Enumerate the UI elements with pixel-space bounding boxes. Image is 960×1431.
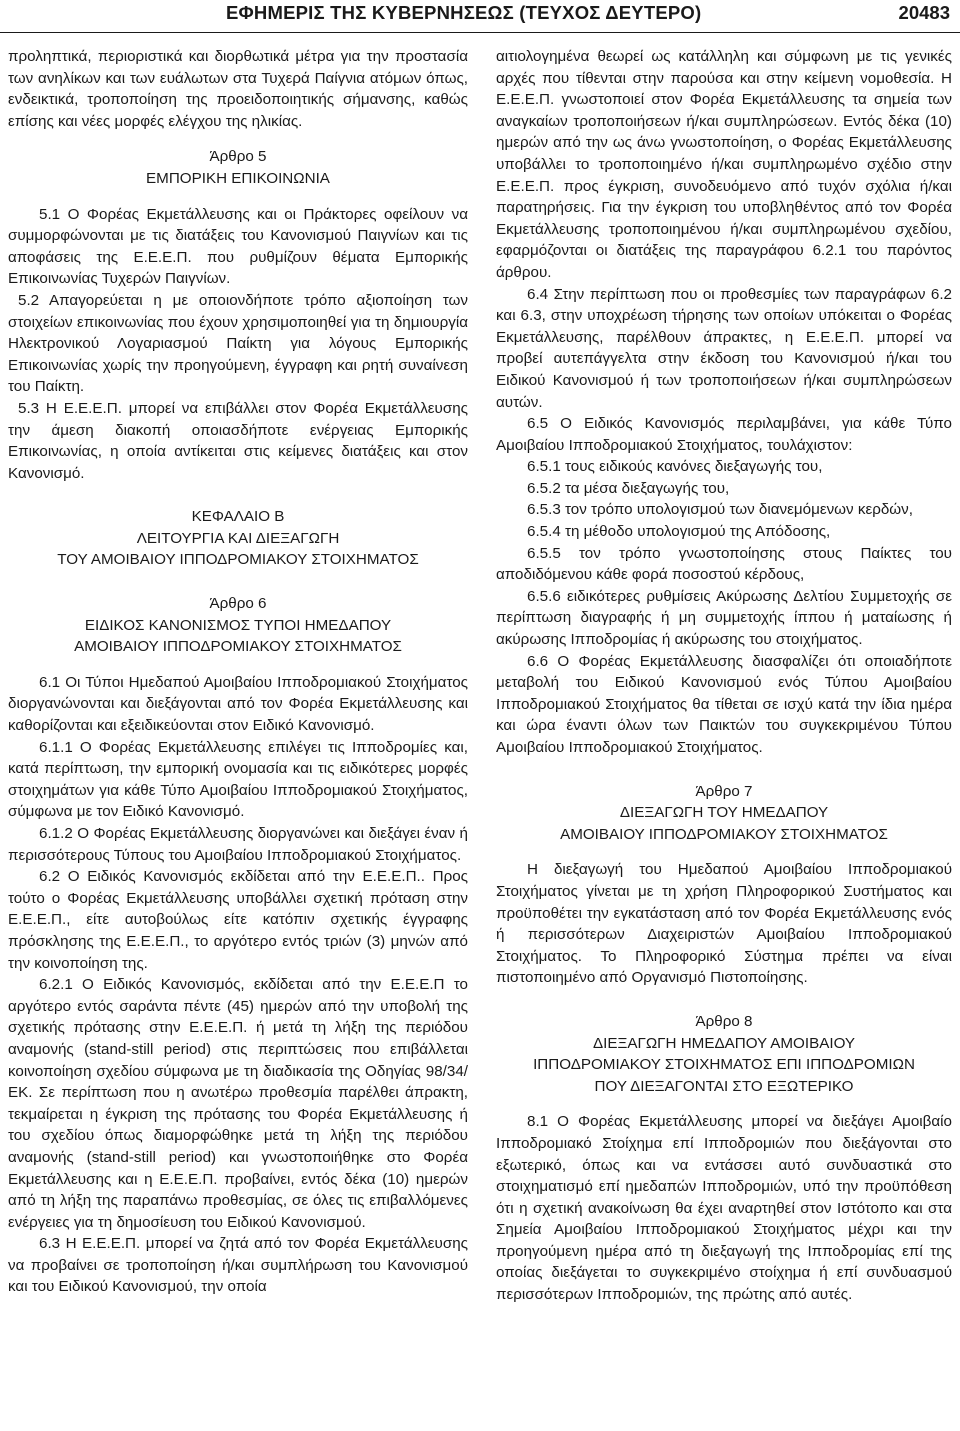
- chapter-title: ΚΕΦΑΛΑΙΟ Β: [191, 508, 285, 526]
- paragraph: 6.4 Στην περίπτωση που οι προθεσμίες των παραγράφων 6.2 και 6.3, στην υποχρέωση τήρησης των οποίων υπόκειται ο Φορέας Εκμετάλλευσης, παρέλθουν άπρακτες, η Ε.Ε.Ε.Π. μπορεί να προβεί αυτεπάγγελτα στην έκδοση του Κανονισμού ή/και του Ειδικού Κανονισμού ή των τροποποιήσεων ή/και συμπληρώσεων αυτών.: [496, 285, 952, 411]
- article-subtitle: ΑΜΟΙΒΑΙΟΥ ΙΠΠΟΔΡΟΜΙΑΚΟΥ ΣΤΟΙΧΗΜΑΤΟΣ: [74, 638, 402, 656]
- list-item: 6.5.4 τη μέθοδο υπολογισμού της Απόδοσης,: [527, 523, 831, 541]
- paragraph: αιτιολογημένα θεωρεί ως κατάλληλη και σύμφωνη με τις γενικές αρχές που τίθενται στην παρούσα και στην κείμενη νομοθεσία. Η Ε.Ε.Ε.Π. γνωστοποιεί στον Φορέα Εκμετάλλευσης τα σημεία των αναγκαίων τροποποιήσεων ή/και συμπληρώσεων. Εντός δέκα (10) ημερών από την ως άνω γνωστοποίηση, ο Φορέας Εκμετάλλευσης υποβάλλει το τροποποιημένο ή/και συμπληρωμένο σχέδιο στην Ε.Ε.Ε.Π. προς έγκριση, συνοδευόμενο από τυχόν σχόλια ή/και παρατηρήσεις. Για την έγκριση του υποβληθέντος από τον Φορέα Εκμετάλλευσης τροποποιημένου ή/και συμπληρωμένου σχεδίου, εφαρμόζονται οι διατάξεις της παραγράφου 6.2.1 του παρόντος άρθρου.: [496, 48, 952, 281]
- article-subtitle: ΠΟΥ ΔΙΕΞΑΓΟΝΤΑΙ ΣΤΟ ΕΞΩΤΕΡΙΚΟ: [594, 1077, 854, 1095]
- chapter-subtitle: ΤΟΥ ΑΜΟΙΒΑΙΟΥ ΙΠΠΟΔΡΟΜΙΑΚΟΥ ΣΤΟΙΧΗΜΑΤΟΣ: [57, 551, 419, 569]
- article-subtitle: ΔΙΕΞΑΓΩΓΗ ΗΜΕΔΑΠΟΥ ΑΜΟΙΒΑΙΟΥ: [592, 1034, 856, 1052]
- article-title: Άρθρο 8: [695, 1012, 753, 1030]
- page-header: [0, 0, 960, 34]
- article-subtitle: ΔΙΕΞΑΓΩΓΗ ΤΟΥ ΗΜΕΔΑΠΟΥ: [619, 804, 829, 822]
- list-item: 6.5.3 τον τρόπο υπολογισμού των διανεμόμενων κερδών,: [527, 501, 913, 519]
- paragraph: 6.1.2 Ο Φορέας Εκμετάλλευσης διοργανώνει και διεξάγει έναν ή περισσότερους Τύπους του Αμοιβαίου Ιπποδρομιακού Στοιχήματος.: [8, 825, 468, 864]
- paragraph: προληπτικά, περιοριστικά και διορθωτικά μέτρα για την προστασία των ανηλίκων και των ευάλωτων στα Τυχερά Παίγνια ατόμων όπως, ενδεικτικά, τροποποίηση της προειδοποιητικής σήμανσης, καθώς επίσης και νέες μορφές ελέγχου της ηλικίας.: [8, 48, 468, 130]
- article-title: Άρθρο 6: [209, 595, 267, 613]
- paragraph: 6.6 Ο Φορέας Εκμετάλλευσης διασφαλίζει ότι οποιαδήποτε μεταβολή του Ειδικού Κανονισμού ενός Τύπου Αμοιβαίου Ιπποδρομιακού Στοιχήματος θα τίθεται σε ισχύ κατά την ίδια ημέρα και ώρα έναντι όλων των Παικτών του συγκεκριμένου Τύπου Αμοιβαίου Ιπποδρομιακού Στοιχήματος.: [496, 652, 952, 756]
- paragraph: 5.1 Ο Φορέας Εκμετάλλευσης και οι Πράκτορες οφείλουν να συμμορφώνονται με τις διατάξεις του Κανονισμού Παιγνίων και τις αποφάσεις της Ε.Ε.Ε.Π. που ρυθμίζουν θέματα Εμπορικής Επικοινωνίας Τυχερών Παιγνίων.: [8, 205, 468, 288]
- header-rule: [0, 32, 960, 33]
- paragraph: 5.2 Απαγορεύεται η με οποιονδήποτε τρόπο αξιοποίηση των στοιχείων επικοινωνίας που έχουν χρησιμοποιηθεί για τη δημιουργία Ηλεκτρονικού Λογαριασμού Παίκτη για λόγους Εμπορικής Επικοινωνίας χωρίς την προηγούμενη, έγγραφη και ρητή συναίνεση του Παίκτη.: [8, 291, 468, 396]
- paragraph: 6.2 Ο Ειδικός Κανονισμός εκδίδεται από την Ε.Ε.Ε.Π.. Προς τούτο ο Φορέας Εκμετάλλευσης υποβάλλει σχετική πρόταση στην Ε.Ε.Ε.Π., είτε αυτοβούλως είτε κατόπιν σχετικής έγγραφης πρόσκλησης της Ε.Ε.Ε.Π., το αργότερο εντός τριών (3) μηνών από την κοινοποίηση της.: [8, 868, 468, 972]
- paragraph: 6.1 Οι Τύποι Ημεδαπού Αμοιβαίου Ιπποδρομιακού Στοιχήματος διοργανώνονται και διεξάγονται από τον Φορέα Εκμετάλλευσης και καθορίζονται και εξειδικεύονται στον Ειδικό Κανονισμό.: [8, 673, 468, 735]
- paragraph: 6.1.1 Ο Φορέας Εκμετάλλευσης επιλέγει τις Ιπποδρομίες και, κατά περίπτωση, την εμπορική ονομασία και τις ειδικότερες μορφές στοιχημάτων για κάθε Τύπο Αμοιβαίου Ιπποδρομιακού Στοιχήματος, σύμφωνα με τον Ειδικό Κανονισμό.: [8, 738, 468, 821]
- paragraph: 6.2.1 Ο Ειδικός Κανονισμός, εκδίδεται από την Ε.Ε.Ε.Π το αργότερο εντός σαράντα πέντε (45) ημερών από την υποβολή της σχετικής πρότασης στην Ε.Ε.Ε.Π. ή μετά τη λήξη της περιόδου αναμονής (stand-still period) στις περιπτώσεις που επιβάλλεται κοινοποίηση σχεδίου σύμφωνα με τη διαδικασία της Οδηγίας 98/34/ΕΚ. Σε περίπτωση που η ανωτέρω προθεσμία παρέλθει άπρακτη, τεκμαίρεται η έγκριση της πρότασης του Φορέα Εκμετάλλευσης ή του σχεδίου όπως διαμορφώθηκε μετά τη λήξη της περιόδου αναμονής (stand-still period) και γνωστοποιήθηκε στο Φορέα Εκμετάλλευσης και η Ε.Ε.Ε.Π. προβαίνει, εντός δέκα (10) ημερών από τη λήξη της παραπάνω προθεσμίας, σε όλες τις επιβαλλόμενες ενέργειες για τη δημοσίευση του Ειδικού Κανονισμού.: [8, 976, 468, 1231]
- list-item: 6.5.5 τον τρόπο γνωστοποίησης στους Παίκτες του αποδιδόμενου κάθε φορά ποσοστού κέρδους,: [496, 544, 952, 584]
- article-subtitle: ΕΙΔΙΚΟΣ ΚΑΝΟΝΙΣΜΟΣ ΤΥΠΟΙ ΗΜΕΔΑΠΟΥ: [84, 616, 392, 634]
- article-subtitle: ΑΜΟΙΒΑΙΟΥ ΙΠΠΟΔΡΟΜΙΑΚΟΥ ΣΤΟΙΧΗΜΑΤΟΣ: [560, 825, 888, 843]
- article-title: Άρθρο 7: [695, 782, 753, 800]
- list-item: 6.5.2 τα μέσα διεξαγωγής του,: [527, 479, 730, 497]
- article-title: Άρθρο 5: [209, 148, 267, 166]
- paragraph: 6.3 Η Ε.Ε.Ε.Π. μπορεί να ζητά από τον Φορέα Εκμετάλλευσης να προβαίνει σε τροποποίηση ή/και συμπλήρωση του Κανονισμού και του Ειδικού Κανονισμού, την οποία: [8, 1235, 468, 1296]
- article-subtitle: ΙΠΠΟΔΡΟΜΙΑΚΟΥ ΣΤΟΙΧΗΜΑΤΟΣ ΕΠΙ ΙΠΠΟΔΡΟΜΙΩΝ: [533, 1056, 915, 1074]
- chapter-subtitle: ΛΕΙΤΟΥΡΓΙΑ ΚΑΙ ΔΙΕΞΑΓΩΓΗ: [136, 529, 340, 547]
- paragraph: Η διεξαγωγή του Ημεδαπού Αμοιβαίου Ιπποδρομιακού Στοιχήματος γίνεται με τη χρήση Πληροφορικού Συστήματος και προϋποθέτει την εγκατάσταση από τον Φορέα Εκμετάλλευσης ενός ή περισσότερων Διαχειριστών Αμοιβαίου Ιπποδρομιακού Στοιχήματος. Το Πληροφορικό Σύστημα πρέπει να είναι πιστοποιημένο από Οργανισμό Πιστοποίησης.: [496, 861, 952, 987]
- paragraph: 6.5 Ο Ειδικός Κανονισμός περιλαμβάνει, για κάθε Τύπο Αμοιβαίου Ιπποδρομιακού Στοιχήματος, τουλάχιστον:: [496, 415, 952, 454]
- article-subtitle: ΕΜΠΟΡΙΚΗ ΕΠΙΚΟΙΝΩΝΙΑ: [146, 169, 330, 187]
- list-item: 6.5.6 ειδικότερες ρυθμίσεις Ακύρωσης Δελτίου Συμμετοχής σε περίπτωση διαγραφής ή μη συμμετοχής ίππου ή ματαίωσης ή ακύρωσης Ιπποδρομίας ή ακύρωσης του στοιχήματος.: [496, 587, 952, 649]
- gazette-title: ΕΦΗΜΕΡΙΣ ΤΗΣ ΚΥΒΕΡΝΗΣΕΩΣ (ΤΕΥΧΟΣ ΔΕΥΤΕΡΟ): [226, 2, 702, 23]
- paragraph: 8.1 Ο Φορέας Εκμετάλλευσης μπορεί να διεξάγει Αμοιβαίο Ιπποδρομιακό Στοίχημα επί Ιπποδρομιών που διεξάγονται στο εξωτερικό, όπως και να εντάσσει αυτό συνδυαστικά στο στοιχηματισμό επί ημεδαπών Ιπποδρομιών, υπό την προϋπόθεση ότι η σχετική ανακοίνωση θα έχει αναρτηθεί στον Ιστότοπο και στα Σημεία Αμοιβαίου Ιπποδρομιακού Στοιχήματος μέχρι και την προηγούμενη ημέρα από τη διεξαγωγή της Ιπποδρομίας επί της οποίας διεξάγεται το συγκεκριμένο στοίχημα ή επί συνδυασμού περισσότερων Ιπποδρομιών, της πρώτης από αυτές.: [496, 1113, 952, 1304]
- right-column: [496, 46, 952, 1306]
- paragraph: 5.3 Η Ε.Ε.Ε.Π. μπορεί να επιβάλλει στον Φορέα Εκμετάλλευσης την άμεση διακοπή οποιασδήποτε ενέργειας Εμπορικής Επικοινωνίας, η οποία αντίκειται στις κείμενες διατάξεις και στον Κανονισμό.: [8, 399, 468, 482]
- list-item: 6.5.1 τους ειδικούς κανόνες διεξαγωγής του,: [527, 458, 823, 476]
- left-column: [8, 46, 468, 1298]
- page-number: 20483: [898, 2, 950, 23]
